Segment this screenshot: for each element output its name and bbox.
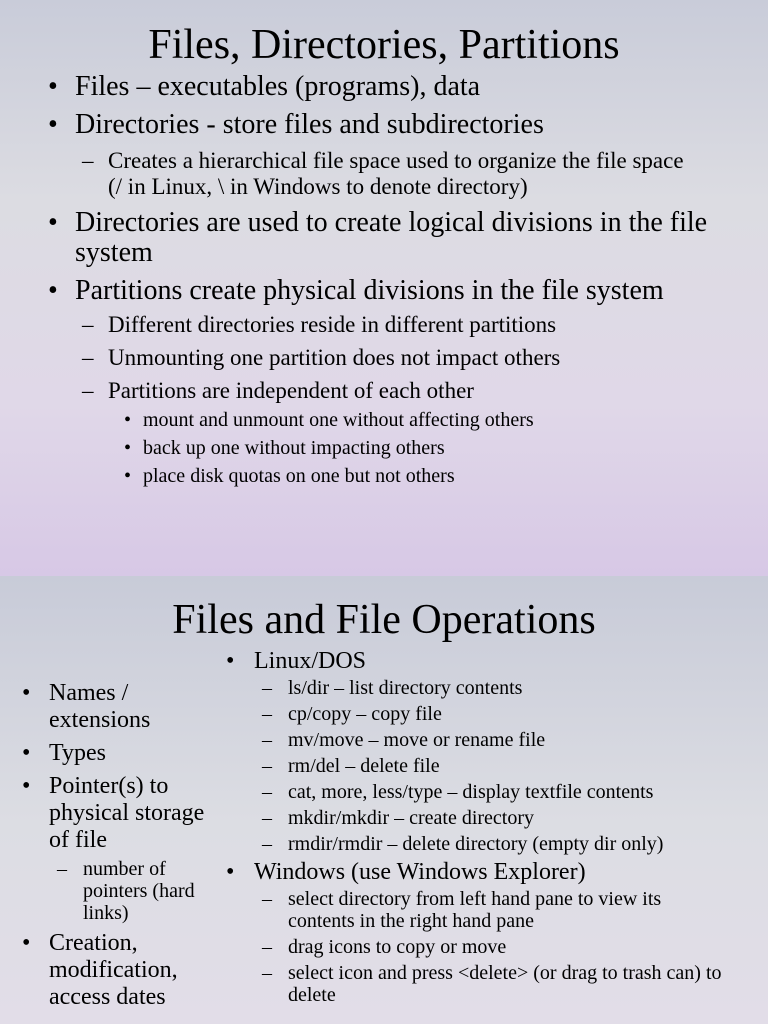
- dash-marker: –: [82, 312, 94, 337]
- dash-marker: –: [262, 677, 272, 699]
- dash-marker: –: [262, 936, 272, 958]
- bullet-directories: [42, 110, 742, 200]
- sub-sub-item: [42, 408, 742, 432]
- bullet-pointers: [22, 773, 222, 924]
- sub-sub-item: [42, 464, 742, 488]
- bullet-marker: •: [124, 409, 132, 431]
- sub-item: [42, 148, 692, 200]
- sub-item-text: Creates a hierarchical file space used to organize the file space (/ in Linux, \ in Windows to denote directory): [108, 148, 684, 199]
- dash-marker: –: [262, 781, 272, 803]
- linux-command-item-text: rm/del – delete file: [288, 755, 440, 777]
- bullet-marker: •: [226, 859, 235, 885]
- windows-operation-item: [254, 888, 724, 932]
- linux-command-item: [254, 781, 746, 803]
- sub-item-text: Partitions are independent of each other: [108, 378, 474, 403]
- sub-item: [49, 858, 219, 924]
- dash-marker: –: [262, 833, 272, 855]
- slide-title: Files, Directories, Partitions: [148, 22, 620, 68]
- bullet-marker: •: [48, 71, 58, 102]
- windows-operation-item: [254, 962, 724, 1006]
- dash-marker: –: [57, 858, 67, 880]
- linux-command-item-text: mkdir/mkdir – create directory: [288, 807, 535, 829]
- slide-title: Files and File Operations: [172, 597, 596, 643]
- sub-item: [42, 345, 742, 371]
- bullet-marker: •: [48, 207, 58, 238]
- bullet-list: [42, 72, 742, 496]
- sub-item-text: Different directories reside in different partitions: [108, 312, 557, 337]
- dash-marker: –: [262, 807, 272, 829]
- sub-list: [49, 858, 219, 924]
- bullet-text: Linux/DOS: [254, 648, 367, 674]
- dash-marker: –: [262, 729, 272, 751]
- bullet-text: Creation, modification, access dates: [49, 930, 178, 1010]
- linux-command-item: [254, 703, 746, 725]
- bullet-marker: •: [124, 437, 132, 459]
- windows-operation-item: [254, 936, 724, 958]
- sub-sub-item-text: mount and unmount one without affecting others: [143, 409, 534, 431]
- dash-marker: –: [262, 962, 272, 984]
- bullet-dates: [22, 930, 222, 1011]
- bullet-marker: •: [48, 109, 58, 140]
- bullet-logical-divisions: [42, 208, 715, 268]
- bullet-marker: •: [48, 275, 58, 306]
- bullet-marker: •: [22, 930, 31, 956]
- sub-item: [42, 312, 742, 338]
- windows-operations-list: [254, 888, 724, 1006]
- sub-sub-list: [42, 408, 742, 488]
- bullet-text: Names / extensions: [49, 680, 151, 733]
- bullet-partitions: [42, 276, 665, 488]
- linux-commands-list: [254, 677, 746, 855]
- sub-list: [42, 148, 742, 200]
- sub-item-text: number of pointers (hard links): [83, 858, 195, 924]
- linux-command-item-text: ls/dir – list directory contents: [288, 677, 523, 699]
- linux-command-item-text: cat, more, less/type – display textfile contents: [288, 781, 654, 803]
- dash-marker: –: [262, 888, 272, 910]
- dash-marker: –: [262, 703, 272, 725]
- bullet-text: Files – executables (programs), data: [75, 71, 481, 102]
- bullet-names-extensions: [22, 680, 222, 734]
- linux-command-item: [254, 833, 746, 855]
- bullet-linux-dos: [226, 648, 746, 855]
- sub-list: [42, 312, 742, 488]
- linux-command-item: [254, 755, 746, 777]
- bullet-marker: •: [124, 465, 132, 487]
- sub-item-text: Unmounting one partition does not impact others: [108, 345, 561, 370]
- linux-command-item-text: cp/copy – copy file: [288, 703, 442, 725]
- bullet-text: Directories are used to create logical divisions in the file system: [75, 207, 708, 268]
- bullet-text: Directories - store files and subdirectories: [75, 109, 544, 140]
- windows-operation-item-text: drag icons to copy or move: [288, 936, 507, 958]
- bullet-text: Windows (use Windows Explorer): [254, 859, 586, 885]
- windows-operation-item-text: select icon and press <delete> (or drag to trash can) to delete: [288, 962, 722, 1006]
- bullet-text: Types: [49, 740, 106, 766]
- dash-marker: –: [82, 378, 94, 403]
- sub-sub-item: [42, 436, 742, 460]
- dash-marker: –: [262, 755, 272, 777]
- slide-files-and-file-operations: [0, 576, 768, 1024]
- sub-item: [42, 378, 742, 488]
- bullet-text: Pointer(s) to physical storage of file: [49, 773, 205, 853]
- bullet-marker: •: [22, 740, 31, 766]
- bullet-types: [22, 740, 222, 767]
- left-column-list: [22, 680, 222, 1017]
- right-column-list: [226, 648, 746, 1012]
- linux-command-item-text: rmdir/rmdir – delete directory (empty dir only): [288, 833, 664, 855]
- linux-command-item: [254, 677, 746, 699]
- sub-sub-item-text: back up one without impacting others: [143, 437, 445, 459]
- windows-operation-item-text: select directory from left hand pane to view its contents in the right hand pane: [288, 888, 662, 932]
- dash-marker: –: [82, 345, 94, 370]
- linux-command-item-text: mv/move – move or rename file: [288, 729, 546, 751]
- linux-command-item: [254, 807, 746, 829]
- bullet-windows: [226, 859, 746, 1006]
- dash-marker: –: [82, 148, 94, 173]
- linux-command-item: [254, 729, 746, 751]
- bullet-text: Partitions create physical divisions in the file system: [75, 275, 664, 306]
- bullet-marker: •: [22, 773, 31, 799]
- bullet-marker: •: [22, 680, 31, 706]
- sub-sub-item-text: place disk quotas on one but not others: [143, 465, 455, 487]
- bullet-marker: •: [226, 648, 235, 674]
- bullet-files: [42, 72, 742, 102]
